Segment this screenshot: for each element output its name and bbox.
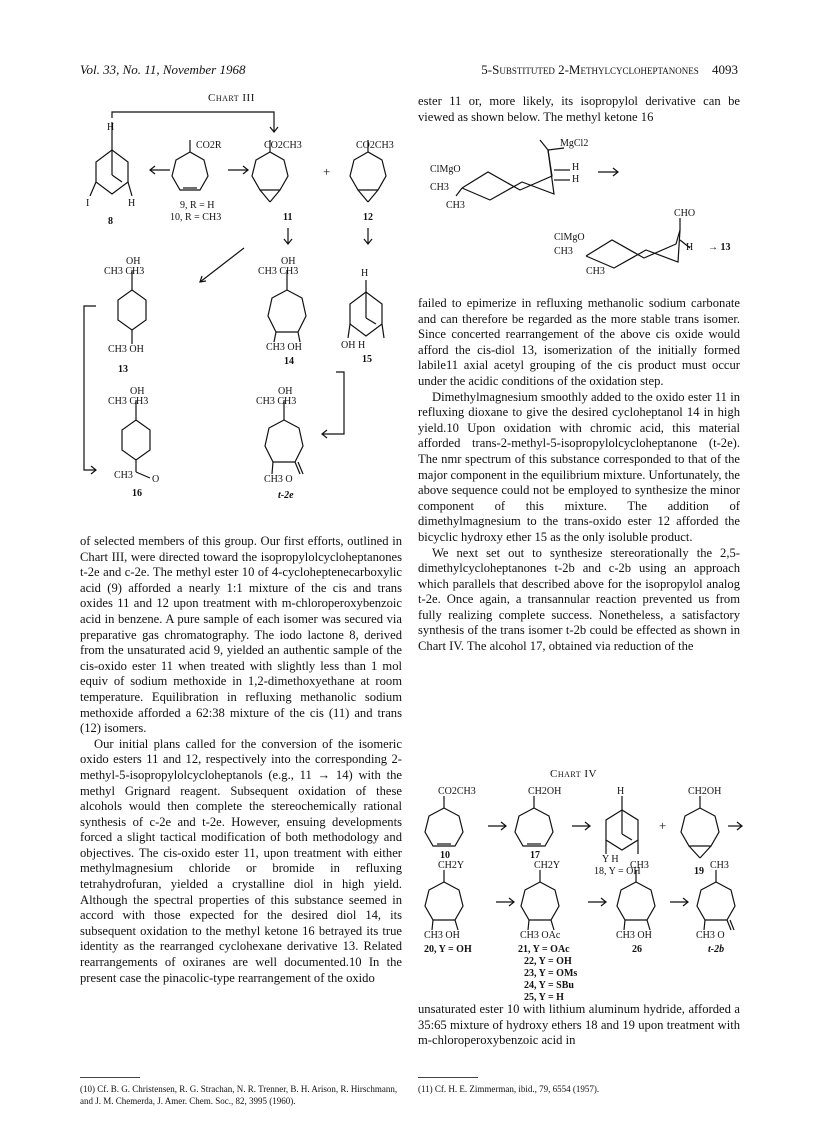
compound-t2b-structure [697, 870, 735, 930]
footnote-11: (11) Cf. H. E. Zimmerman, ibid., 79, 6554 (1957). [418, 1084, 600, 1094]
compound-number: t-2b [708, 944, 725, 955]
paragraph: Our initial plans called for the conversion of the isomeric oxido esters 11 and 12, respectively into the corresponding 2-methyl-5-isopropylolcycloheptanols (e.g., 11 → 14) with the methyl Grignard reagent. Subsequent oxidation of these alcohols would then complete the stereochemically rational synthesis of c-2e and t-2e. However, ensuing developments forced a slight tactical modification of both methodology and objectives. The cis-oxido ester 11, upon treatment with either methylmagnesium chloride or bromide in refluxing tetrahydrofuran, yielded a crystalline diol in high yield. Although the spectral properties of this substance seemed in accord with those expected for the desired diol 14, its subsequent oxidation to the methyl ketone 16 betrayed its true identity as the rearranged cyclohexane derivative 13. Related rearrangements of oxiranes are well documented.10 In the present case the pinacolic-type rearrangement of the oxido [80, 736, 402, 985]
label: CO2CH3 [356, 140, 394, 151]
compound-number: 11 [283, 212, 293, 223]
compound-number: 19 [694, 866, 704, 877]
label: CH3 [554, 246, 573, 257]
compound-26-structure [617, 870, 655, 930]
compound-number: t-2e [278, 490, 294, 501]
plus-sign: + [323, 164, 331, 179]
label: CH2OH [688, 786, 722, 797]
compound-number: 23, Y = OMs [524, 968, 578, 979]
compound-number: 13 [118, 364, 128, 375]
label: CH3 [630, 860, 649, 871]
label: ClMgO [430, 164, 461, 175]
label: CH3 OH [266, 342, 302, 353]
label: MgCl2 [560, 138, 589, 149]
label: H [572, 162, 580, 173]
compound-18-structure [606, 796, 638, 854]
label: CH3 [710, 860, 729, 871]
label: I [86, 198, 90, 209]
running-title: 5-Substituted 2-Methylcycloheptanones [481, 62, 699, 77]
paragraph: We next set out to synthesize stereorationally the 2,5-dimethylcycloheptanones t-2b and c-2b using an approach which parallels that described above for the isopropylol analog t-2e. Once again, a transannular reaction prevented us from fully realizing complete success. Nonetheless, a satisfactory synthesis of the trans isomer t-2b could be effected as shown in Chart IV. The alcohol 17, obtained via reduction of the [418, 545, 740, 654]
paragraph: ester 11 or, more likely, its isopropylol derivative can be viewed as shown below. The methyl ketone 16 [418, 94, 740, 124]
label: H [128, 198, 136, 209]
compound-number: 15 [362, 354, 372, 365]
label: OH [126, 256, 141, 267]
plus-sign: + [659, 818, 667, 833]
compound-number: 14 [284, 356, 294, 367]
compound-number: 22, Y = OH [524, 956, 572, 967]
footnote-rule [80, 1077, 140, 1078]
label: H [617, 786, 625, 797]
label: CO2R [196, 140, 222, 151]
label: OH H [341, 340, 366, 351]
compound-number: 20, Y = OH [424, 944, 472, 955]
label: H [686, 242, 694, 253]
compound-number: 18, Y = OH [594, 866, 641, 877]
label: CH3 OAc [520, 930, 561, 941]
label: CH3 [446, 200, 465, 211]
compound-number: 17 [530, 850, 540, 861]
footnote-rule [418, 1077, 478, 1078]
label: O [152, 474, 160, 485]
chart-iv-title: Chart IV [550, 768, 597, 780]
label: CH3 [430, 182, 449, 193]
label: CH3 O [696, 930, 725, 941]
compound-10-structure [425, 796, 463, 846]
label: OH [281, 256, 296, 267]
paragraph: of selected members of this group. Our first efforts, outlined in Chart III, were directed toward the isopropylolcycloheptanones t-2e and c-2e. The methyl ester 10 of 4-cycloheptenecarboxylic acid (9) afforded a nearly 1:1 mixture of the cis and trans oxides 11 and 12 upon treatment with m-chloroperoxybenzoic acid in benzene. A pure sample of each isomer was secured via preparative gas chromatography. The iodo lactone 8, derived from the unsaturated acid 9, yielded an authentic sample of the cis-oxido ester 11 when treated with slightly less than 1 mol equiv of sodium methoxide in 1,2-dimethoxyethane at room temperature. Equilibration in refluxing methanolic sodium methoxide afforded a 62:38 mixture of the cis (11) and trans (12) isomers. [80, 534, 402, 736]
compound-number: 25, Y = H [524, 992, 564, 1003]
label: CH3 OH [616, 930, 652, 941]
label: CH3 [586, 266, 605, 277]
label: CH2OH [528, 786, 562, 797]
label: OH [278, 386, 293, 397]
label: H [361, 268, 369, 279]
label: CH2Y [534, 860, 561, 871]
chart-iii-title: Chart III [208, 92, 255, 104]
compound-number: 24, Y = SBu [524, 980, 574, 991]
label: CH3 CH3 [108, 396, 149, 407]
label: CH3 CH3 [258, 266, 299, 277]
footnote-10: (10) Cf. B. G. Christensen, R. G. Strachan, N. R. Trenner, B. H. Arison, R. Hirschmann, and J. M. Chemerda, J. Amer. Chem. Soc., 82, 3995 (1960). [80, 1084, 398, 1106]
label: CH3 OH [108, 344, 144, 355]
compound-number: 26 [632, 944, 642, 955]
label: Y H [602, 854, 619, 865]
compound-17-structure [515, 796, 553, 846]
label: ClMgO [554, 232, 585, 243]
label: H [107, 122, 115, 133]
label: H [572, 174, 580, 185]
paragraph: failed to epimerize in refluxing methanolic sodium carbonate and can therefore be regarded as the more stable trans isomer. Since concerted rearrangement of the above cis oxide would afford the cis-diol 13, isomerization of the initially formed labile11 axial acetyl grouping of the cis product must occur under the acidic conditions of the oxidation step. [418, 296, 740, 388]
running-header-left: Vol. 33, No. 11, November 1968 [80, 62, 246, 77]
paragraph: unsaturated ester 10 with lithium aluminum hydride, afforded a 35:65 mixture of hydroxy ethers 18 and 19 upon treatment with m-chloroperoxybenzoic acid in [418, 1002, 740, 1048]
label: CH3 CH3 [256, 396, 297, 407]
label: CO2CH3 [438, 786, 476, 797]
compound-number: 16 [132, 488, 142, 499]
label: CH3 [114, 470, 133, 481]
compound-number: 10, R = CH3 [170, 212, 222, 223]
paragraph: Dimethylmagnesium smoothly added to the oxido ester 11 in refluxing dioxane to give the desired cycloheptanol 14 in high yield.10 Upon oxidation with chromic acid, this material afforded trans-2-methyl-5-isopropylolcycloheptanone (t-2e). The nmr spectrum of this substance corresponded to that of the major component in the equilibrium mixture. Unfortunately, the above sequence could not be employed to synthesize the minor component of this mixture. The addition of dimethylmagnesium to the trans-oxido ester 12 afforded the bicyclic hydroxy ether 15 as the only isoluble product. [418, 389, 740, 544]
compound-number: 8 [108, 216, 113, 227]
label: CH3 O [264, 474, 293, 485]
page-number: 4093 [712, 62, 738, 77]
label: CO2CH3 [264, 140, 302, 151]
compound-number: 9, R = H [180, 200, 215, 211]
label: CH3 OH [424, 930, 460, 941]
right-column-bottom-text [418, 1002, 740, 1049]
compound-number: 10 [440, 850, 450, 861]
label: → 13 [708, 242, 731, 253]
compound-number: 12 [363, 212, 373, 223]
compound-20-structure [425, 870, 463, 930]
compound-19-structure [681, 796, 719, 858]
label: CH2Y [438, 860, 465, 871]
label: CH3 CH3 [104, 266, 145, 277]
label: CHO [674, 208, 696, 219]
compound-number: 21, Y = OAc [518, 944, 570, 955]
label: OH [130, 386, 145, 397]
compound-21-structure [521, 870, 559, 930]
